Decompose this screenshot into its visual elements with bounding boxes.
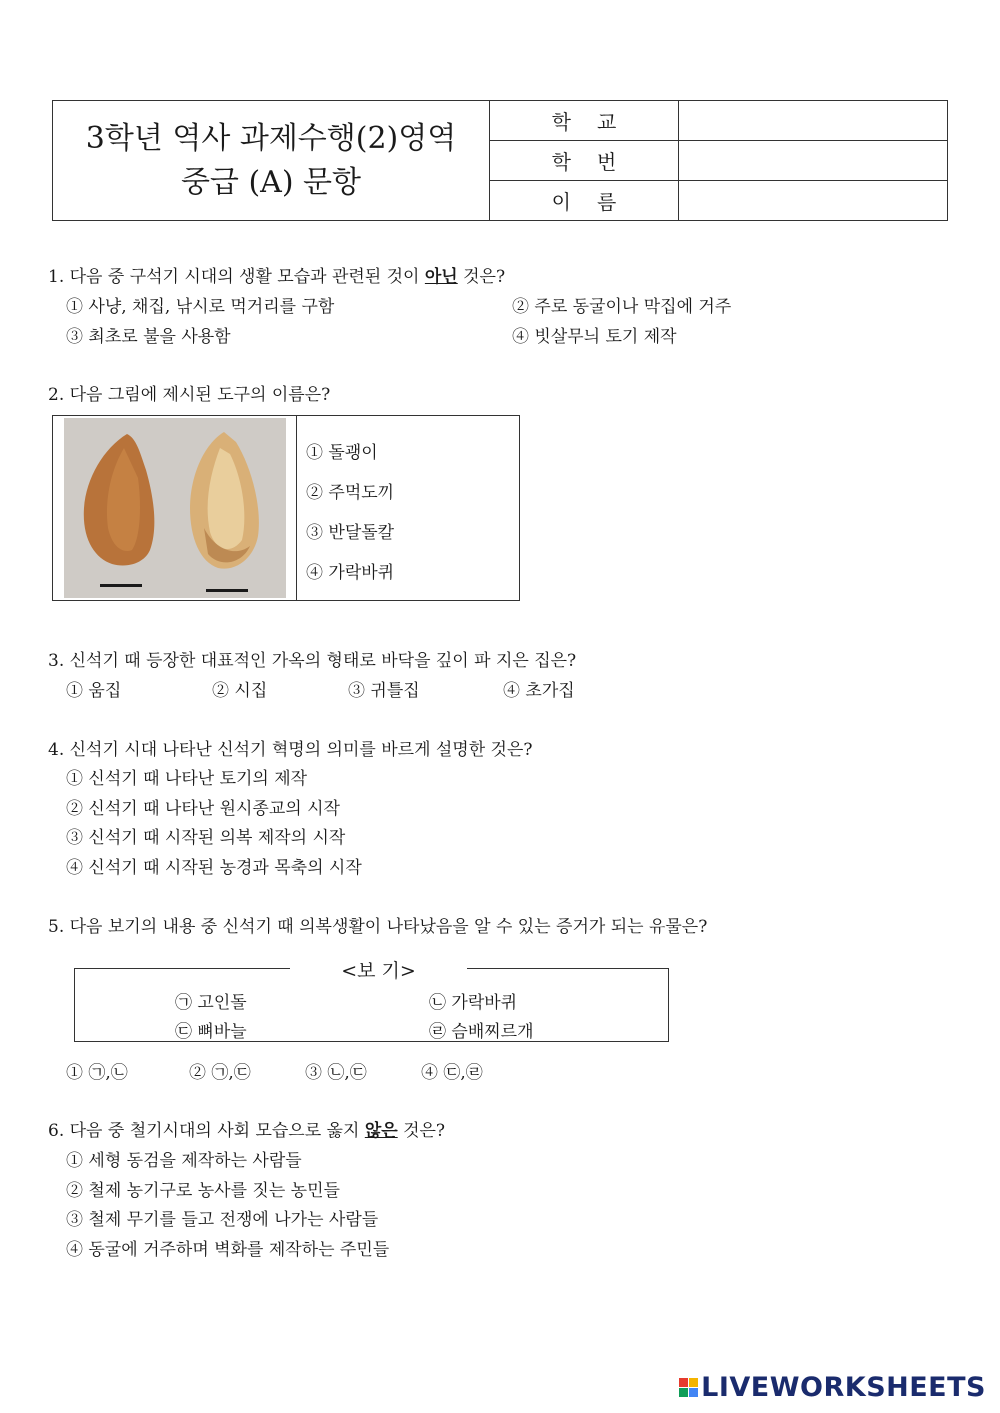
q6-option-2[interactable]: ② 철제 농기구로 농사를 짓는 농민들: [66, 1181, 340, 1201]
name-field[interactable]: [679, 181, 947, 220]
q3-option-4[interactable]: ④ 초가집: [503, 681, 575, 701]
q6-option-3[interactable]: ③ 철제 무기를 들고 전쟁에 나가는 사람들: [66, 1210, 379, 1230]
title-line-2: 중급 (A) 문항: [180, 164, 362, 200]
bogi-item-1: ㉠ 고인돌: [175, 993, 247, 1013]
header-table: [52, 100, 948, 221]
hand-axe-photo: [53, 416, 297, 600]
logo-square-3: [679, 1388, 688, 1397]
q5-option-3[interactable]: ③ ㉡,㉢: [305, 1063, 367, 1083]
q3-option-3[interactable]: ③ 귀틀집: [348, 681, 420, 701]
logo-text: LIVEWORKSHEETS: [701, 1372, 986, 1403]
q2-option-4[interactable]: ④ 가락바퀴: [306, 563, 395, 583]
info-row-name: [490, 181, 947, 220]
logo-badge-icon: [679, 1378, 698, 1397]
question-5-stem: 5. 다음 보기의 내용 중 신석기 때 의복생활이 나타났음을 알 수 있는 증거가 되는 유물은?: [48, 917, 708, 937]
q4-option-2[interactable]: ② 신석기 때 나타난 원시종교의 시작: [66, 799, 340, 819]
q4-option-1[interactable]: ① 신석기 때 나타난 토기의 제작: [66, 769, 308, 789]
q2-option-1[interactable]: ① 돌괭이: [306, 443, 378, 463]
q6-stem-text: 6. 다음 중 철기시대의 사회 모습으로 옳지: [48, 1121, 365, 1141]
q5-option-1[interactable]: ① ㉠,㉡: [66, 1063, 128, 1083]
q1-emphasis: 아닌: [424, 267, 458, 287]
q1-stem-end: 것은?: [457, 267, 506, 287]
q1-option-2[interactable]: ② 주로 동굴이나 막집에 거주: [512, 297, 732, 317]
number-field[interactable]: [679, 141, 947, 180]
bogi-title: <보 기>: [341, 960, 416, 982]
q2-box: [52, 415, 520, 601]
q6-emphasis: 않은: [364, 1121, 398, 1141]
school-field[interactable]: [679, 101, 947, 140]
q1-option-1[interactable]: ① 사냥, 채집, 낚시로 먹거리를 구함: [66, 297, 335, 317]
hand-axe-image: [64, 418, 286, 598]
question-2-stem: 2. 다음 그림에 제시된 도구의 이름은?: [48, 385, 331, 405]
logo-square-2: [689, 1378, 698, 1387]
q1-option-4[interactable]: ④ 빗살무늬 토기 제작: [512, 327, 677, 347]
q6-stem-end: 것은?: [397, 1121, 446, 1141]
question-3-stem: 3. 신석기 때 등장한 대표적인 가옥의 형태로 바닥을 깊이 파 지은 집은?: [48, 651, 577, 671]
bogi-item-4: ㉣ 슴배찌르개: [429, 1022, 534, 1042]
student-info: [490, 101, 947, 220]
q4-option-4[interactable]: ④ 신석기 때 시작된 농경과 목축의 시작: [66, 858, 362, 878]
info-row-number: [490, 141, 947, 181]
q3-option-1[interactable]: ① 움집: [66, 681, 122, 701]
q1-stem-text: 1. 다음 중 구석기 시대의 생활 모습과 관련된 것이: [48, 267, 425, 287]
label-name: 이름: [490, 181, 679, 220]
worksheet-title: [53, 101, 490, 220]
q1-option-3[interactable]: ③ 최초로 불을 사용함: [66, 327, 231, 347]
info-row-school: [490, 101, 947, 141]
label-school: 학교: [490, 101, 679, 140]
question-4-stem: 4. 신석기 시대 나타난 신석기 혁명의 의미를 바르게 설명한 것은?: [48, 740, 533, 760]
q6-option-4[interactable]: ④ 동굴에 거주하며 벽화를 제작하는 주민들: [66, 1240, 390, 1260]
q5-option-4[interactable]: ④ ㉢,㉣: [421, 1063, 483, 1083]
q2-option-2[interactable]: ② 주먹도끼: [306, 483, 395, 503]
question-6-stem: [48, 1116, 445, 1141]
logo-square-4: [689, 1388, 698, 1397]
bogi-item-3: ㉢ 뼈바늘: [175, 1022, 247, 1042]
q2-option-3[interactable]: ③ 반달돌칼: [306, 523, 395, 543]
label-number: 학번: [490, 141, 679, 180]
question-1-stem: [48, 262, 505, 287]
liveworksheets-logo[interactable]: [679, 1372, 986, 1403]
q5-option-2[interactable]: ② ㉠,㉢: [189, 1063, 251, 1083]
q4-option-3[interactable]: ③ 신석기 때 시작된 의복 제작의 시작: [66, 828, 346, 848]
bogi-item-2: ㉡ 가락바퀴: [429, 993, 518, 1013]
logo-square-1: [679, 1378, 688, 1387]
bogi-box: [74, 968, 669, 1042]
q2-options: [297, 416, 519, 600]
title-line-1: 3학년 역사 과제수행(2)영역: [85, 120, 457, 156]
q6-option-1[interactable]: ① 세형 동검을 제작하는 사람들: [66, 1151, 302, 1171]
q3-option-2[interactable]: ② 시집: [212, 681, 268, 701]
